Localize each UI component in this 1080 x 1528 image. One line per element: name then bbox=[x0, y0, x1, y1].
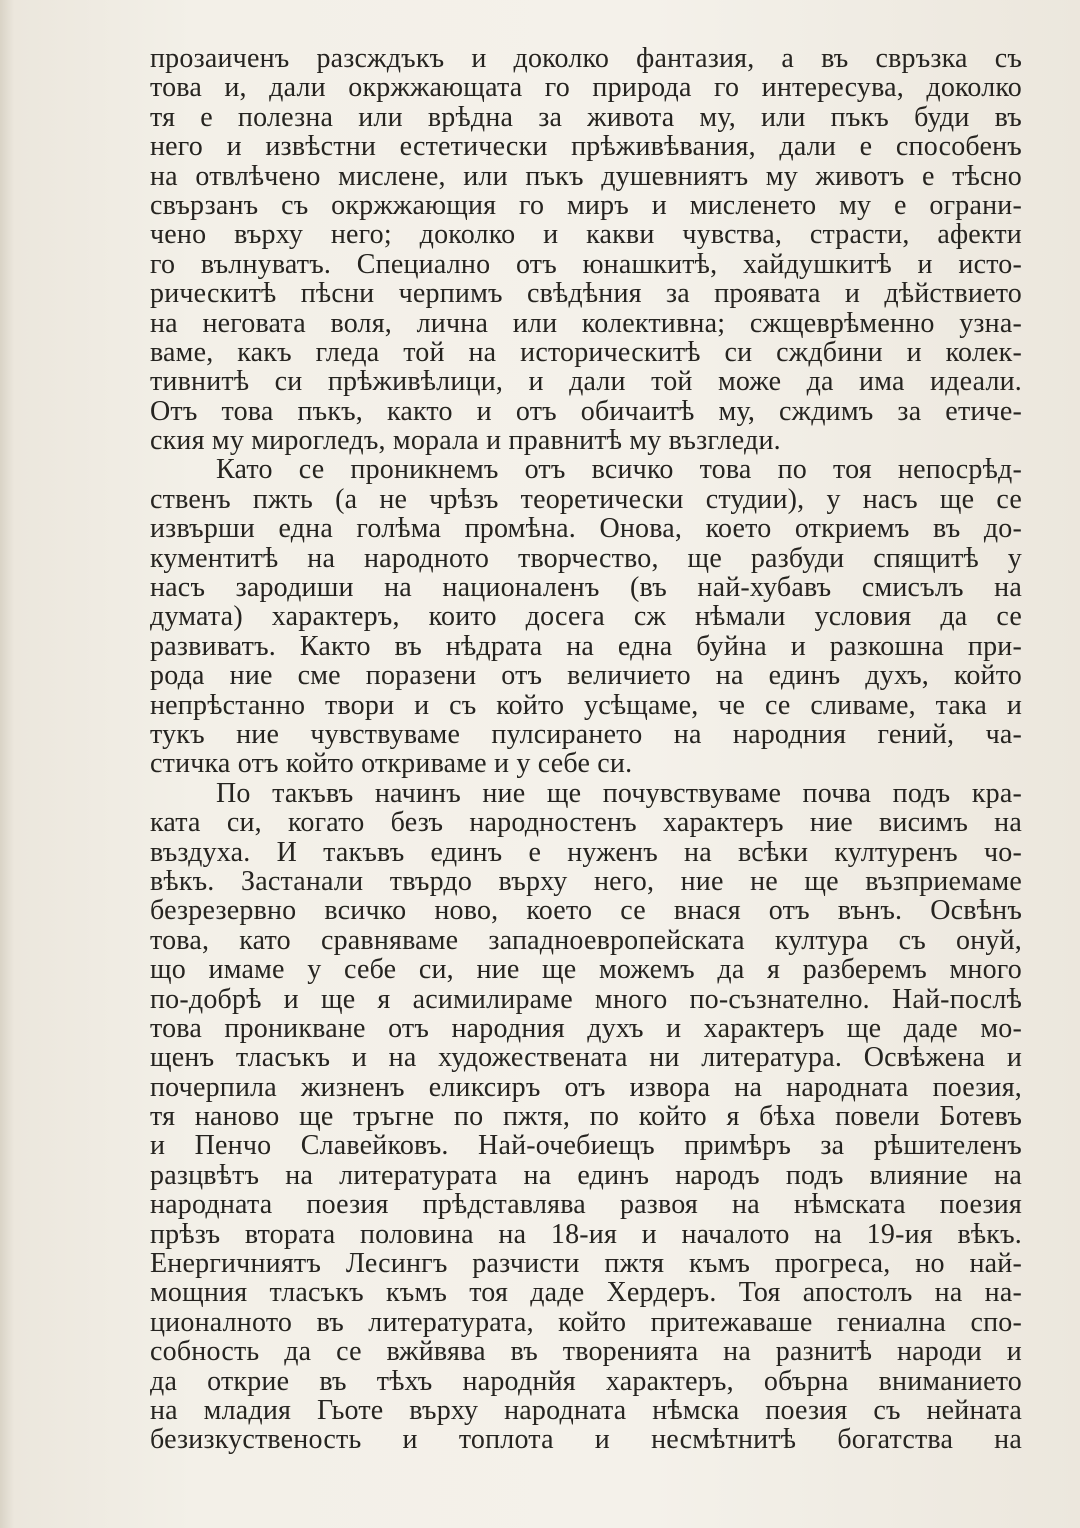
paragraph-start-line: Като се проникнемъ отъ всичко това по тоя непосрѣд- bbox=[216, 454, 1022, 486]
text-line: Отъ това пъкъ, както и отъ обичаитѣ му, сждимъ за етиче- bbox=[150, 395, 1022, 427]
text-line: вѣкъ. Застанали твърдо върху него, ние не ще възприемаме bbox=[150, 865, 1022, 897]
paragraph-start-line: По такъвъ начинъ ние ще почувствуваме почва подъ кра- bbox=[216, 777, 1022, 809]
text-line: рода ние сме поразени отъ величието на единъ духъ, който bbox=[150, 660, 1022, 692]
text-line: народната поезия прѣдставлява развоя на нѣмската поезия bbox=[150, 1189, 1022, 1221]
text-line: въздуха. И такъвъ единъ е нуженъ на всѣки културенъ чо- bbox=[150, 836, 1022, 868]
text-line: рическитѣ пѣсни черпимъ свѣдѣния за проявата и дѣйствието bbox=[150, 278, 1022, 310]
text-line: безизкуственость и топлота и несмѣтнитѣ богатства на bbox=[150, 1424, 1022, 1456]
text-line: ката си, когато безъ народностенъ характеръ ние висимъ на bbox=[150, 807, 1022, 839]
text-line: думата) характеръ, които досега сж нѣмали условия да се bbox=[150, 601, 1022, 633]
text-line: безрезервно всичко ново, което се внася отъ вънъ. Освѣнъ bbox=[150, 895, 1022, 927]
text-line: свързанъ съ окржжающия го миръ и мисленето му е ограни- bbox=[150, 189, 1022, 221]
text-line: прозаиченъ разсждъкъ и доколко фантазия, а въ свръзка съ bbox=[150, 43, 1022, 74]
text-line: тукъ ние чувствуваме пулсирането на народния гений, ча- bbox=[150, 718, 1022, 750]
text-line: по-добрѣ и ще я асимилираме много по-съзнателно. Най-послѣ bbox=[150, 983, 1022, 1015]
text-line: извърши една голѣма промѣна. Онова, което откриемъ въ до- bbox=[150, 513, 1022, 545]
text-line: на младия Гьоте върху народната нѣмска поезия съ нейната bbox=[150, 1394, 1022, 1426]
text-line: Енергичниятъ Лесингъ разчисти пжтя къмъ прогреса, но най- bbox=[150, 1248, 1022, 1280]
text-line: тя наново ще тръгне по пжтя, по който я бѣха повели Ботевъ bbox=[150, 1101, 1022, 1133]
body-text bbox=[150, 44, 1022, 1455]
text-line: прѣзъ втората половина на 18-ия и началото на 19-ия вѣкъ. bbox=[150, 1218, 1022, 1250]
text-line: него и извѣстни естетически прѣживѣвания, дали е способенъ bbox=[150, 131, 1022, 163]
text-line: на неговата воля, лична или колективна; сжщеврѣменно узна- bbox=[150, 307, 1022, 339]
text-line: ственъ пжть (а не чрѣзъ теоретически студии), у насъ ще се bbox=[150, 483, 1022, 515]
text-line: кументитѣ на народното творчество, ще разбуди спящитѣ у bbox=[150, 542, 1022, 574]
text-line: ския му мирогледъ, морала и правнитѣ му възгледи. bbox=[150, 425, 781, 457]
text-line: почерпила жизненъ еликсиръ отъ извора на народната поезия, bbox=[150, 1071, 1022, 1103]
text-line: насъ зародиши на националенъ (въ най-хубавъ смисълъ на bbox=[150, 572, 1022, 604]
text-line: непрѣстанно твори и съ който усѣщаме, че се сливаме, така и bbox=[150, 689, 1022, 721]
text-line: тивнитѣ си прѣживѣлици, и дали той може да има идеали. bbox=[150, 366, 1022, 398]
text-line: стичка отъ който откриваме и у себе си. bbox=[150, 748, 633, 780]
text-line: това и, дали окржжающата го природа го интересува, доколко bbox=[150, 72, 1022, 104]
text-line: що имаме у себе си, ние ще можемъ да я разберемъ много bbox=[150, 954, 1022, 986]
text-line: щенъ тласъкъ и на художествената ни литература. Освѣжена и bbox=[150, 1042, 1022, 1074]
text-line: и Пенчо Славейковъ. Най-очебиещъ примѣръ за рѣшителенъ bbox=[150, 1130, 1022, 1162]
text-line: да открие въ тѣхъ народнйя характеръ, обърна вниманието bbox=[150, 1365, 1022, 1397]
text-line: тя е полезна или врѣдна за живота му, или пъкъ буди въ bbox=[150, 101, 1022, 133]
text-line: ваме, какъ гледа той на историческитѣ си сждбини и колек- bbox=[150, 336, 1022, 368]
page-edge-shadow bbox=[0, 0, 14, 1528]
text-line: мощния тласъкъ къмъ тоя даде Хердеръ. Тоя апостолъ на на- bbox=[150, 1277, 1022, 1309]
text-line: на отвлѣчено мислене, или пъкъ душевниятъ му животъ е тѣсно bbox=[150, 160, 1022, 192]
text-line: това, като сравняваме западноевропейската култура съ онуй, bbox=[150, 924, 1022, 956]
text-line: чено върху него; доколко и какви чувства, страсти, афекти bbox=[150, 219, 1022, 251]
text-line: разцвѣтъ на литературата на единъ народъ подъ влияние на bbox=[150, 1159, 1022, 1191]
text-line: това проникване отъ народния духъ и характеръ ще даде мо- bbox=[150, 1012, 1022, 1044]
text-line: ционалното въ литературата, който притежаваше гениална спо- bbox=[150, 1306, 1022, 1338]
text-line: развиватъ. Както въ нѣдрата на една буйна и разкошна при- bbox=[150, 630, 1022, 662]
text-line: собность да се вжйвява въ творенията на разнитѣ народи и bbox=[150, 1336, 1022, 1368]
text-line: го вълнуватъ. Специално отъ юнашкитѣ, хайдушкитѣ и исто- bbox=[150, 248, 1022, 280]
